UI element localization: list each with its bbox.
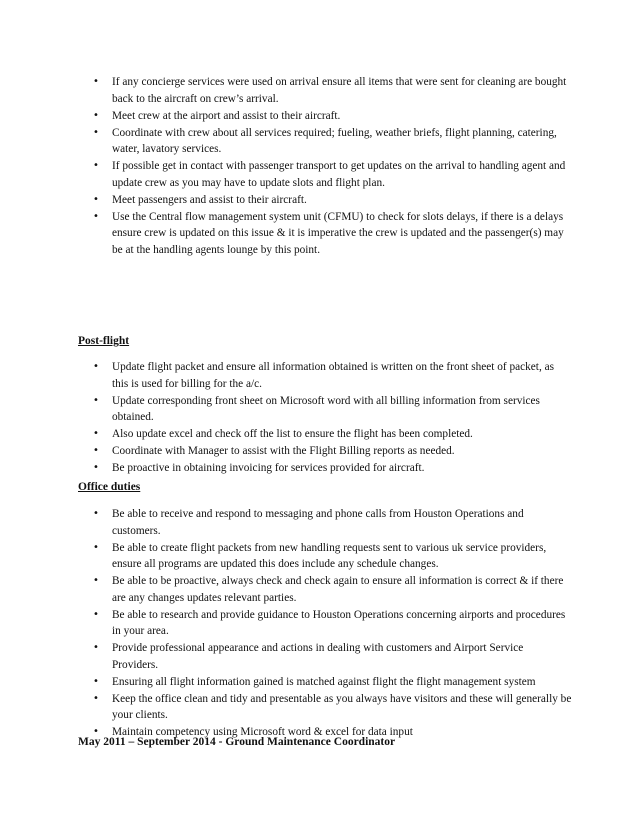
list-item: • Ensuring all flight information gained is matched against flight the flight management system	[112, 674, 572, 691]
list-item: • Meet passengers and assist to their aircraft.	[112, 192, 572, 209]
list-item: • Be able to research and provide guidance to Houston Operations concerning airports and procedures in your area.	[112, 607, 572, 640]
list-item: • Update flight packet and ensure all information obtained is written on the front sheet of packet, as this is used for billing for the a/c.	[112, 359, 572, 392]
list-item: • If any concierge services were used on arrival ensure all items that were sent for cleaning are bought back to the aircraft on crew’s arrival.	[112, 74, 572, 107]
job-title-heading: May 2011 – September 2014 - Ground Maintenance Coordinator	[78, 736, 396, 748]
list-item: • Coordinate with Manager to assist with the Flight Billing reports as needed.	[112, 443, 572, 460]
list-item: • Be proactive in obtaining invoicing for services provided for aircraft.	[112, 460, 572, 477]
list-item: • Also update excel and check off the list to ensure the flight has been completed.	[112, 426, 572, 443]
list-item: • Maintain competency using Microsoft word & excel for data input	[112, 724, 572, 741]
post-flight-list	[112, 359, 572, 477]
list-item: • Keep the office clean and tidy and presentable as you always have visitors and these will generally be your clients.	[112, 691, 572, 724]
list-item: • Be able to receive and respond to messaging and phone calls from Houston Operations and customers.	[112, 506, 572, 539]
arrival-duties-list	[112, 74, 572, 259]
list-item: • Be able to create flight packets from new handling requests sent to various uk service providers, ensure all programs are updated this does include any schedule changes.	[112, 540, 572, 573]
list-item: • Update corresponding front sheet on Microsoft word with all billing information from services obtained.	[112, 393, 572, 426]
list-item: • Provide professional appearance and actions in dealing with customers and Airport Service Providers.	[112, 640, 572, 673]
office-duties-list	[112, 506, 572, 741]
list-item: • Use the Central flow management system unit (CFMU) to check for slots delays, if there is a delays ensure crew is updated on this issue & it is imperative the crew is updated and the passenger(s) may be at the handling agents lounge by this point.	[112, 209, 572, 259]
list-item: • Meet crew at the airport and assist to their aircraft.	[112, 108, 572, 125]
post-flight-heading: Post-flight	[78, 335, 130, 347]
list-item: • If possible get in contact with passenger transport to get updates on the arrival to handling agent and update crew as you may have to update slots and flight plan.	[112, 158, 572, 191]
office-duties-heading: Office duties	[78, 481, 141, 493]
list-item: • Be able to be proactive, always check and check again to ensure all information is correct & if there are any changes updates relevant parties.	[112, 573, 572, 606]
list-item: • Coordinate with crew about all services required; fueling, weather briefs, flight planning, catering, water, lavatory services.	[112, 125, 572, 158]
